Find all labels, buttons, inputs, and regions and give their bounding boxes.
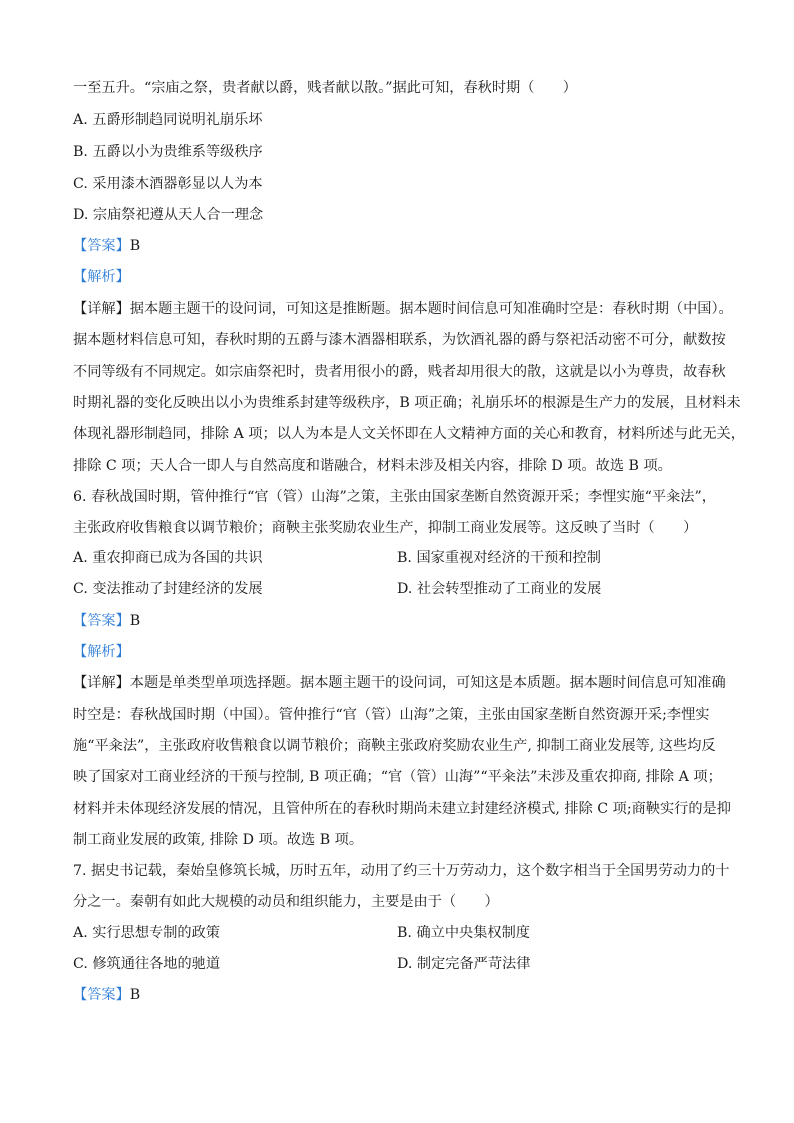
q6-option-a: A. 重农抑商已成为各国的共识 (73, 550, 263, 566)
q6-stem-line-2: 主张政府收售粮食以调节粮价；商鞅主张奖励农业生产，抑制工商业发展等。这反映了当时（ ） (73, 520, 698, 536)
detail-tag: 【详解】 (73, 301, 130, 317)
q6-option-d: D. 社会转型推动了工商业的发展 (397, 581, 602, 597)
q6-detail-line-5: 材料并未体现经济发展的情况，且管仲所在的春秋时期尚未建立封建经济模式, 排除 C 项;商鞅实行的是抑 (73, 801, 731, 817)
q7-option-c: C. 修筑通往各地的驰道 (73, 956, 221, 972)
q5-detail-line-3: 不同等级有不同规定。如宗庙祭祀时，贵者用很小的爵，贱者却用很大的散，这就是以小为尊贵，故春秋 (73, 364, 726, 380)
q6-detail-line-4: 映了国家对工商业经济的干预与控制, B 项正确；“官（管）山海”“平籴法”未涉及重农抑商, 排除 A 项； (73, 769, 722, 785)
q6-stem-line-1: 6. 春秋战国时期，管仲推行“官（管）山海”之策，主张由国家垄断自然资源开采；李悝实施“平籴法”， (73, 489, 716, 505)
q7-answer (73, 985, 140, 1005)
q5-detail-line-4: 时期礼器的变化反映出以小为贵维系封建等级秩序，B 项正确；礼崩乐坏的根源是生产力的发展，且材料未 (73, 395, 741, 411)
q6-option-b: B. 国家重视对经济的干预和控制 (397, 550, 601, 566)
answer-tag: 【答案】 (73, 238, 130, 254)
q6-detail-line-2: 时空是：春秋战国时期（中国）。管仲推行“官（管）山海”之策，主张由国家垄断自然资源开采;李悝实 (73, 707, 710, 723)
answer-value: B (129, 238, 141, 254)
q7-option-a: A. 实行思想专制的政策 (73, 925, 220, 941)
q5-option-b: B. 五爵以小为贵维系等级秩序 (73, 144, 263, 160)
q5-analysis-tag: 【解析】 (73, 269, 130, 285)
answer-tag: 【答案】 (73, 613, 130, 629)
q6-answer (73, 611, 140, 631)
q7-option-d: D. 制定完备严苛法律 (397, 956, 531, 972)
q6-option-c: C. 变法推动了封建经济的发展 (73, 581, 263, 597)
q5-detail-line-6: 排除 C 项；天人合一即人与自然高度和谐融合，材料未涉及相关内容，排除 D 项。故选 B 项。 (73, 458, 672, 474)
q7-option-b: B. 确立中央集权制度 (397, 925, 530, 941)
answer-value: B (129, 987, 141, 1003)
q6-detail-line-6: 制工商业发展的政策, 排除 D 项。故选 B 项。 (73, 832, 364, 848)
answer-tag: 【答案】 (73, 987, 130, 1003)
answer-value: B (129, 613, 141, 629)
q7-stem-line-2: 分之一。秦朝有如此大规模的动员和组织能力，主要是由于（ ） (73, 894, 499, 910)
q5-answer (73, 236, 140, 256)
q6-analysis-tag: 【解析】 (73, 644, 130, 660)
q5-detail-line-1: 【详解】据本题主题干的设问词，可知这是推断题。据本题时间信息可知准确时空是：春秋时期（中国）。 (73, 301, 733, 317)
q5-stem: 一至五升。“宗庙之祭，贵者献以爵，贱者献以散。”据此可知，春秋时期（ ） (73, 80, 577, 96)
q7-stem-line-1: 7. 据史书记载，秦始皇修筑长城，历时五年，动用了约三十万劳动力，这个数字相当于全国男劳动力的十 (73, 863, 730, 879)
q5-detail-line-5: 体现礼器形制趋同，排除 A 项；以人为本是人文关怀即在人文精神方面的关心和教育，材料所述与此无关， (73, 426, 745, 442)
q6-detail-line-1: 【详解】本题是单类型单项选择题。据本题主题干的设问词，可知这是本质题。据本题时间信息可知准确 (73, 675, 726, 691)
q5-option-a: A. 五爵形制趋同说明礼崩乐坏 (73, 112, 263, 128)
q5-option-c: C. 采用漆木酒器彰显以人为本 (73, 176, 263, 192)
q5-detail-line-2: 据本题材料信息可知，春秋时期的五爵与漆木酒器相联系，为饮酒礼器的爵与祭祀活动密不可分，献数按 (73, 332, 726, 348)
q5-option-d: D. 宗庙祭祀遵从天人合一理念 (73, 207, 264, 223)
q6-detail-line-3: 施“平籴法”，主张政府收售粮食以调节粮价；商鞅主张政府奖励农业生产, 抑制工商业发展等, 这些均反 (73, 738, 716, 754)
detail-tag: 【详解】 (73, 675, 130, 691)
